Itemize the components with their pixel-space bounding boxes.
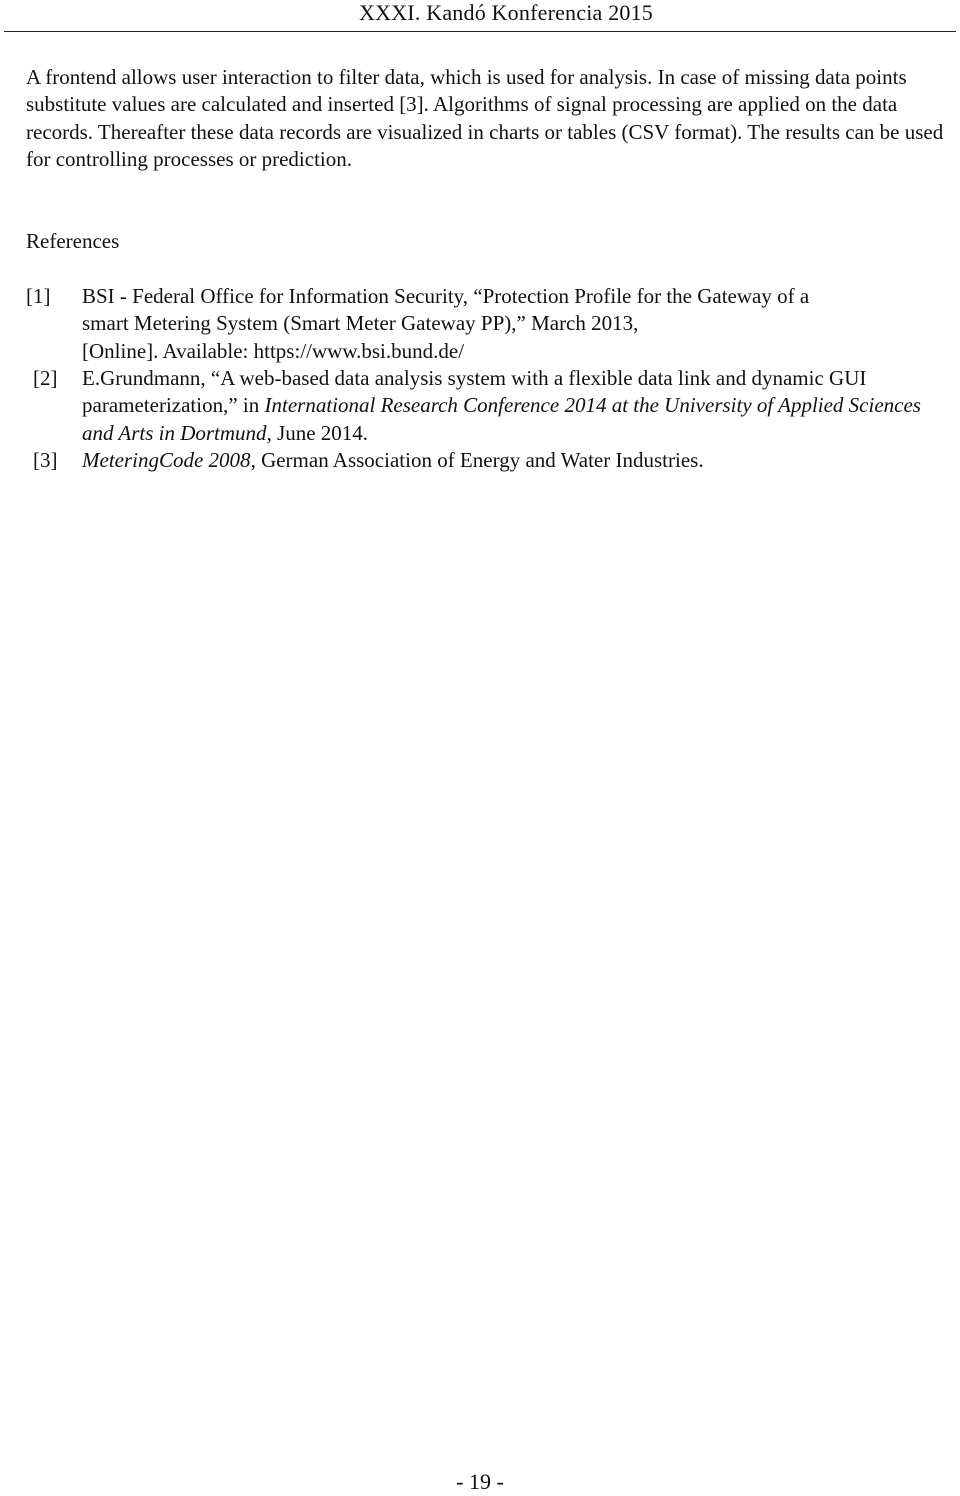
reference-publisher: , German Association of Energy and Water Industries. [250,448,704,472]
references-heading: References [26,229,120,253]
reference-text [82,283,942,365]
header-rule [4,31,956,32]
reference-line: BSI - Federal Office for Information Security, “Protection Profile for the Gateway of a [82,284,810,308]
reference-label: [2] [33,366,58,390]
reference-label: [1] [26,284,51,308]
reference-text [82,365,942,447]
reference-url-line: [Online]. Available: https://www.bsi.bund.de/ [82,338,465,363]
page-number: - 19 - [456,1469,504,1494]
reference-text [82,447,942,474]
reference-venue: International Research Conference 2014 at the University of Applied Sciences and Arts in Dortmund [82,393,921,445]
running-head: XXXI. Kandó Konferencia 2015 [359,0,653,25]
reference-title: MeteringCode 2008 [82,448,251,472]
reference-line: smart Metering System (Smart Meter Gateway PP),” March 2013, [82,311,639,336]
reference-label: [3] [33,448,58,472]
reference-authors-title: E.Grundmann, “A web-based data analysis system with a flexible data link and dynamic GUI parameterization,” in [82,366,867,418]
body-paragraph: A frontend allows user interaction to filter data, which is used for analysis. In case of missing data points substitute values are calculated and inserted [3]. Algorithms of signal processing are applied on the data records. Thereafter these data records are visualized in charts or tables (CSV format). The results can be used for controlling processes or prediction. [26,65,944,171]
reference-date: , June 2014. [266,420,369,445]
